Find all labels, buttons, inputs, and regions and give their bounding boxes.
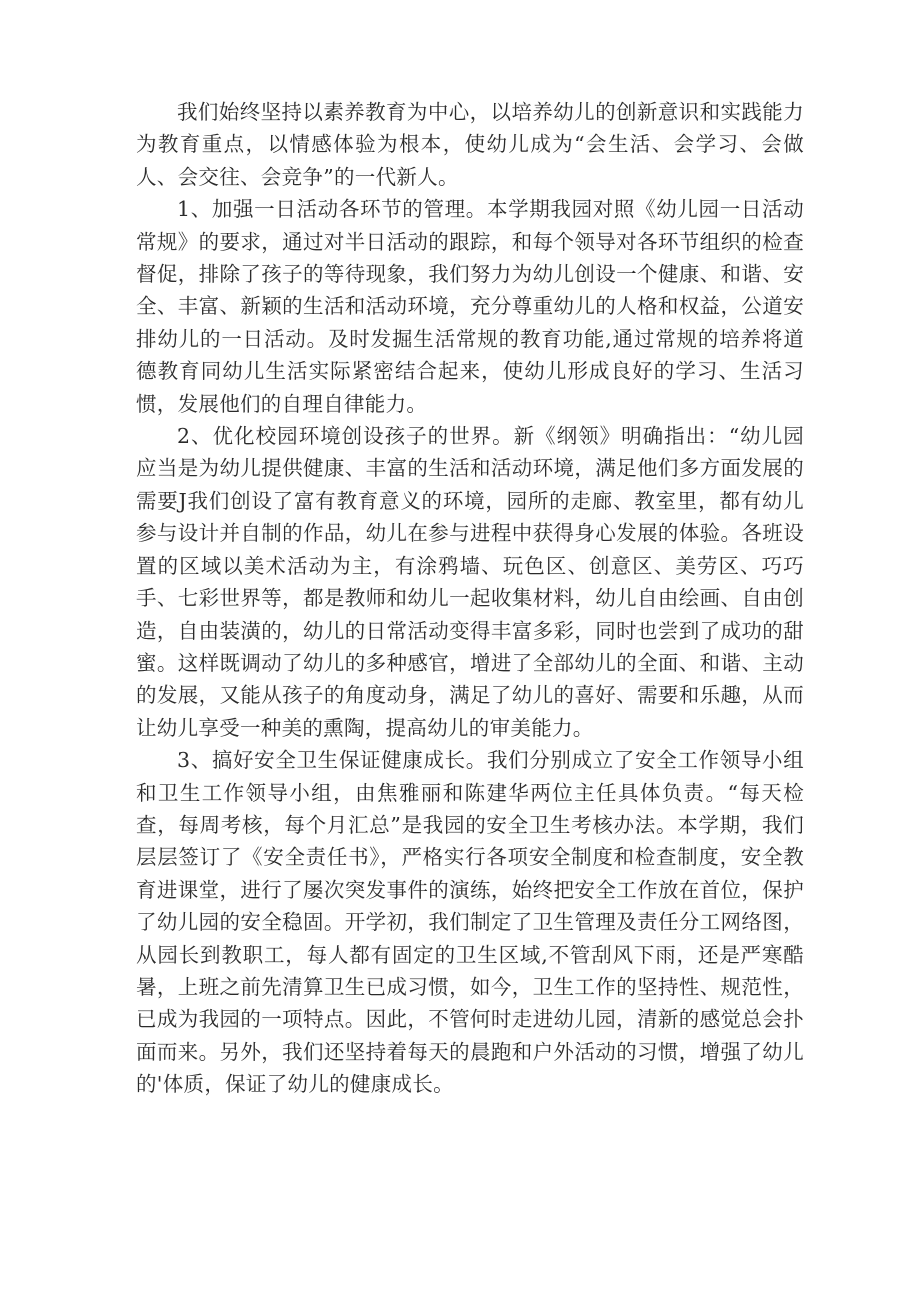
- paragraph-daily-activities: 1、加强一日活动各环节的管理。本学期我园对照《幼儿园一日活动常规》的要求，通过对半日活动的跟踪，和每个领导对各环节组织的检查督促，排除了孩子的等待现象，我们努力为幼儿创设一个健康、和谐、安全、丰富、新颖的生活和活动环境，充分尊重幼儿的人格和权益，公道安排幼儿的一日活动。及时发掘生活常规的教育功能,通过常规的培养将道德教育同幼儿生活实际紧密结合起来，使幼儿形成良好的学习、生活习惯，发展他们的自理自律能力。: [136, 197, 804, 416]
- paragraph-campus-environment: 2、优化校园环境创设孩子的世界。新《纲领》明确指出：“幼儿园应当是为幼儿提供健康、丰富的生活和活动环境，满足他们多方面发展的需要J我们创设了富有教育意义的环境，园所的走廊、教室里，都有幼儿参与设计并自制的作品，幼儿在参与进程中获得身心发展的体验。各班设置的区域以美术活动为主，有涂鸦墙、玩色区、创意区、美劳区、巧巧手、七彩世界等，都是教师和幼儿一起收集材料，幼儿自由绘画、自由创造，自由装潢的，幼儿的日常活动变得丰富多彩，同时也尝到了成功的甜蜜。这样既调动了幼儿的多种感官，增进了全部幼儿的全面、和谐、主动的发展，又能从孩子的角度动身，满足了幼儿的喜好、需要和乐趣，从而让幼儿享受一种美的熏陶，提高幼儿的审美能力。: [136, 424, 804, 740]
- paragraph-safety-hygiene: 3、搞好安全卫生保证健康成长。我们分别成立了安全工作领导小组和卫生工作领导小组，由焦雅丽和陈建华两位主任具体负责。“每天检查，每周考核，每个月汇总”是我园的安全卫生考核办法。本学期，我们层层签订了《安全责任书》，严格实行各项安全制度和检查制度，安全教育进课堂，进行了屡次突发事件的演练，始终把安全工作放在首位，保护了幼儿园的安全稳固。开学初，我们制定了卫生管理及责任分工网络图，从园长到教职工，每人都有固定的卫生区域,不管刮风下雨，还是严寒酷暑，上班之前先清算卫生已成习惯，如今，卫生工作的坚持性、规范性，已成为我园的一项特点。因此，不管何时走进幼儿园，清新的感觉总会扑面而来。另外，我们还坚持着每天的晨跑和户外活动的习惯，增强了幼儿的'体质，保证了幼儿的健康成长。: [136, 748, 804, 1097]
- document-body: [136, 96, 804, 1101]
- paragraph-intro: 我们始终坚持以素养教育为中心，以培养幼儿的创新意识和实践能力为教育重点，以情感体验为根本，使幼儿成为“会生活、会学习、会做人、会交往、会竞争”的一代新人。: [136, 100, 804, 189]
